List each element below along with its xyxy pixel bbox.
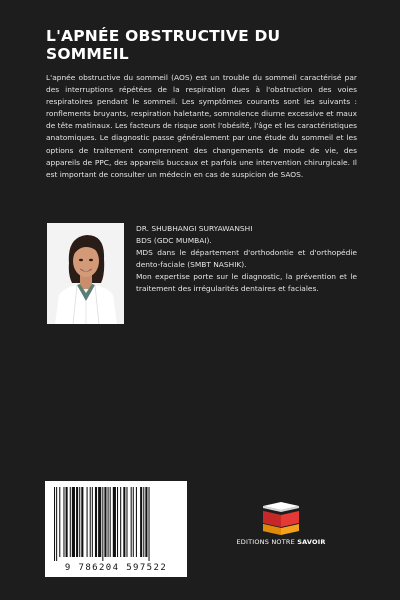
barcode-bar <box>133 487 134 557</box>
barcode-bar <box>76 487 78 557</box>
author-degree: BDS (GDC MUMBAI). <box>136 236 212 246</box>
barcode-bar <box>87 487 88 557</box>
author-expertise: Mon expertise porte sur le diagnostic, la prévention et le traitement des irrégularités dentaires et faciales. <box>136 272 357 294</box>
publisher-name-regular: EDITIONS NOTRE <box>236 538 298 546</box>
book-title <box>46 27 366 63</box>
barcode-bar <box>117 487 118 557</box>
publisher-name <box>236 538 326 546</box>
barcode-bar <box>54 487 55 561</box>
barcode-bar <box>140 487 142 557</box>
publisher-name-bold: SAVOIR <box>297 538 326 546</box>
barcode-bar <box>79 487 80 557</box>
barcode-bar <box>95 487 97 557</box>
barcode-bar <box>123 487 125 557</box>
barcode-bar <box>143 487 144 557</box>
barcode-bar <box>66 487 68 557</box>
barcode-bars <box>45 481 187 561</box>
publisher-book-icon <box>236 498 326 538</box>
author-photo <box>47 223 124 324</box>
author-portrait-image <box>47 223 124 324</box>
barcode-bar <box>131 487 132 557</box>
barcode-bar <box>108 487 109 557</box>
author-name: DR. SHUBHANGI SURYAWANSHI <box>136 224 253 233</box>
barcode-bar <box>102 487 103 561</box>
book-title-line-2: SOMMEIL <box>46 45 129 63</box>
barcode-bar <box>90 487 91 557</box>
barcode-bar <box>98 487 101 557</box>
author-specialty: MDS dans le département d'orthodontie et d'orthopédie dento-faciale (SMBT NASHIK). <box>136 248 357 270</box>
barcode-bar <box>70 487 71 557</box>
barcode-bar <box>113 487 116 557</box>
barcode-bar <box>56 487 57 561</box>
author-bio <box>136 223 357 296</box>
barcode-bar <box>110 487 111 557</box>
barcode-bar <box>81 487 83 557</box>
publisher-logo <box>236 498 326 550</box>
barcode-bar <box>92 487 93 557</box>
barcode-bar <box>63 487 64 557</box>
isbn-barcode <box>45 481 187 577</box>
book-summary: L'apnée obstructive du sommeil (AOS) est un trouble du sommeil caractérisé par des interruptions répétées de la respiration dues à l'obstruction des voies respiratoires pendant le sommeil. Les symptômes courants sont les suivants : ronflements bruyants, respiration haletante, somnolence diurne excessive et maux de tête matinaux. Les facteurs de risque sont l'obésité, l'âge et les caractéristiques anatomiques. Le diagnostic passe généralement par une étude du sommeil et les options de traitement comprennent des changements de mode de vie, des appareils de PPC, des appareils buccaux et parfois une intervention chirurgicale. Il est important de consulter un médecin en cas de suspicion de SAOS. <box>46 73 357 179</box>
barcode-bar <box>104 487 106 557</box>
isbn-digits: 9 786204 597522 <box>64 563 168 573</box>
barcode-bar <box>126 487 127 557</box>
barcode-bar <box>59 487 60 557</box>
barcode-bar <box>120 487 121 557</box>
barcode-bar <box>149 487 150 561</box>
book-title-line-1: L'APNÉE OBSTRUCTIVE DU <box>46 27 281 45</box>
barcode-bar <box>72 487 75 557</box>
barcode-bar <box>145 487 147 557</box>
barcode-bar <box>136 487 137 557</box>
